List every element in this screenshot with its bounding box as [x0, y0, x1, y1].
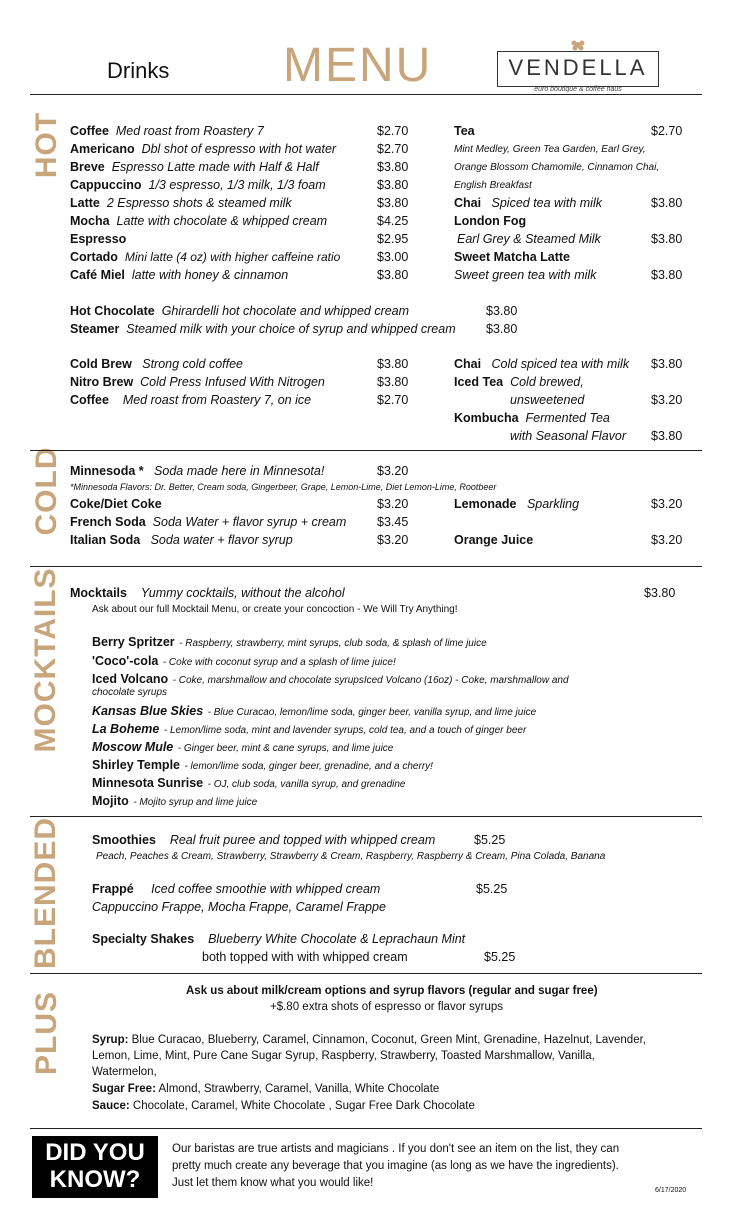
minnesoda-price: $3.20	[377, 464, 409, 478]
item-desc: Cold Press Infused With Nitrogen	[140, 375, 325, 389]
item-desc: - OJ, club soda, vanilla syrup, and grenadine	[207, 779, 406, 790]
syrup-label: Syrup:	[92, 1034, 129, 1046]
item-name: Lemonade	[454, 497, 517, 511]
item-desc: Blueberry White Chocolate & Leprachaun Mint	[208, 932, 466, 946]
london-fog-price: $3.80	[651, 232, 683, 246]
item-desc: - Raspberry, strawberry, mint syrups, club soda, & splash of lime juice	[179, 638, 487, 649]
list-item	[70, 214, 327, 228]
list-item	[92, 774, 405, 792]
coke-price: $3.20	[377, 497, 409, 511]
frappe-flavors: Cappuccino Frappe, Mocha Frappe, Caramel Frappe	[92, 900, 386, 914]
shakes-desc-2: both topped with with whipped cream	[202, 950, 408, 964]
section-label-plus: PLUS	[30, 991, 63, 1076]
list-item	[70, 357, 243, 371]
item-desc: Real fruit puree and topped with whipped cream	[169, 833, 436, 847]
minnesoda-flavors: *Minnesoda Flavors: Dr. Better, Cream soda, Gingerbeer, Grape, Lemon-Lime, Diet Lemon-Lime, Rootbeer	[70, 482, 497, 492]
item-name: Kombucha	[454, 411, 519, 425]
item-name: Steamer	[70, 322, 120, 336]
chai-price: $3.80	[651, 196, 683, 210]
item-desc: - Ginger beer, mint & cane syrups, and lime juice	[177, 743, 394, 754]
item-price: $3.00	[377, 250, 409, 264]
list-item	[70, 250, 340, 264]
item-desc: Soda Water + flavor syrup + cream	[152, 515, 347, 529]
list-item	[92, 738, 393, 756]
coke-name: Coke/Diet Coke	[70, 497, 162, 511]
item-desc: Steamed milk with your choice of syrup and whipped cream	[126, 322, 456, 336]
item-name: Hot Chocolate	[70, 304, 155, 318]
list-item	[92, 756, 433, 774]
item-desc: 1/3 espresso, 1/3 milk, 1/3 foam	[148, 178, 326, 192]
item-name: Coffee	[70, 124, 109, 138]
item-name: Americano	[70, 142, 135, 156]
divider-header	[30, 94, 702, 95]
hot-chocolate-item	[70, 304, 409, 318]
syrup-line-1	[92, 1034, 646, 1046]
london-fog-desc: Earl Grey & Steamed Milk	[457, 232, 601, 246]
item-price: $2.95	[377, 232, 409, 246]
list-item	[70, 393, 311, 407]
list-item	[70, 142, 336, 156]
item-price: $3.80	[377, 160, 409, 174]
item-desc: - Coke with coconut syrup and a splash of lime juice!	[162, 657, 396, 668]
list-item-continued: chocolate syrups	[92, 687, 168, 698]
list-item	[70, 375, 325, 389]
item-name: Espresso	[70, 232, 127, 246]
kombucha-item	[454, 411, 610, 425]
lemonade-price: $3.20	[651, 497, 683, 511]
footer-text-3: Just let them know what you would like!	[172, 1177, 374, 1189]
item-name: Kansas Blue Skies	[92, 704, 204, 718]
frappe-item	[92, 882, 380, 896]
section-label-cold: COLD	[30, 446, 63, 536]
item-name: Cortado	[70, 250, 118, 264]
item-desc: Iced coffee smoothie with whipped cream	[151, 882, 381, 896]
syrup-list: Blue Curacao, Blueberry, Caramel, Cinnamon, Coconut, Green Mint, Grenadine, Hazelnut, Lavender,	[131, 1034, 646, 1046]
footer-text-1: Our baristas are true artists and magicians . If you don't see an item on the list, they can	[172, 1143, 620, 1155]
smoothies-price: $5.25	[474, 833, 506, 847]
item-desc: 2 Espresso shots & steamed milk	[106, 196, 292, 210]
item-desc: Med roast from Roastery 7, on ice	[122, 393, 312, 407]
vendella-logo	[497, 40, 659, 92]
kombucha-price: $3.80	[651, 429, 683, 443]
list-item	[92, 652, 396, 670]
item-desc: - Lemon/lime soda, mint and lavender syrups, cold tea, and a touch of ginger beer	[163, 725, 527, 736]
item-price: $3.80	[377, 196, 409, 210]
sauce-line	[92, 1100, 475, 1112]
item-name: Iced Volcano	[92, 672, 169, 686]
orange-juice-name: Orange Juice	[454, 533, 534, 547]
item-desc: Mini latte (4 oz) with higher caffeine ratio	[124, 250, 341, 264]
orange-juice-price: $3.20	[651, 533, 683, 547]
item-name: 'Coco'-cola	[92, 654, 159, 668]
shakes-price: $5.25	[484, 950, 516, 964]
item-desc: Dbl shot of espresso with hot water	[141, 142, 337, 156]
section-label-mocktails: MOCKTAILS	[29, 567, 62, 753]
matcha-name: Sweet Matcha Latte	[454, 250, 571, 264]
mocktails-price: $3.80	[644, 586, 676, 600]
item-name: Specialty Shakes	[92, 932, 195, 946]
plus-line-1: Ask us about milk/cream options and syrup flavors (regular and sugar free)	[186, 985, 598, 997]
item-desc: Spiced tea with milk	[491, 196, 602, 210]
item-desc: Fermented Tea	[525, 411, 610, 425]
cold-chai-price: $3.80	[651, 357, 683, 371]
italian-soda-price: $3.20	[377, 533, 409, 547]
item-desc: latte with honey & cinnamon	[131, 268, 289, 282]
minnesoda-item	[70, 464, 324, 478]
shakes-item	[92, 932, 465, 946]
list-item	[70, 268, 288, 282]
tea-price: $2.70	[651, 124, 683, 138]
frappe-price: $5.25	[476, 882, 508, 896]
item-name: French Soda	[70, 515, 146, 529]
mocktails-header	[70, 586, 345, 600]
item-name: Breve	[70, 160, 105, 174]
list-item	[92, 702, 536, 720]
matcha-price: $3.80	[651, 268, 683, 282]
tea-flavors-1: Mint Medley, Green Tea Garden, Earl Grey,	[454, 144, 646, 155]
sauce-label: Sauce:	[92, 1100, 130, 1112]
item-price: $2.70	[377, 393, 409, 407]
hot-chocolate-price: $3.80	[486, 304, 518, 318]
item-desc: Ghirardelli hot chocolate and whipped cream	[161, 304, 410, 318]
item-name: Smoothies	[92, 833, 156, 847]
item-name: Coffee	[70, 393, 109, 407]
iced-tea-item	[454, 375, 584, 389]
did-you-know-line-2: KNOW?	[49, 1166, 141, 1193]
iced-tea-price: $3.20	[651, 393, 683, 407]
item-name: Shirley Temple	[92, 758, 180, 772]
item-desc: Yummy cocktails, without the alcohol	[140, 586, 345, 600]
section-label-blended: BLENDED	[29, 817, 62, 970]
item-name: Cold Brew	[70, 357, 132, 371]
divider-hot	[30, 450, 702, 451]
steamer-item	[70, 322, 456, 336]
lemonade-item	[454, 497, 579, 511]
italian-soda-item	[70, 533, 293, 547]
divider-mocktails	[30, 816, 702, 817]
item-desc: Soda made here in Minnesota!	[154, 464, 325, 478]
item-desc: Espresso Latte made with Half & Half	[111, 160, 319, 174]
list-item	[92, 633, 487, 651]
divider-cold	[30, 566, 702, 567]
item-name: Moscow Mule	[92, 740, 174, 754]
item-name: Latte	[70, 196, 100, 210]
item-name: Chai	[454, 357, 482, 371]
list-item	[92, 720, 526, 738]
item-price: $2.70	[377, 142, 409, 156]
item-desc: Strong cold coffee	[142, 357, 243, 371]
item-price: $4.25	[377, 214, 409, 228]
steamer-price: $3.80	[486, 322, 518, 336]
item-price: $3.80	[377, 178, 409, 192]
list-item	[70, 196, 292, 210]
item-price: $2.70	[377, 124, 409, 138]
list-item	[70, 232, 126, 246]
list-item	[92, 792, 257, 810]
item-name: Chai	[454, 196, 482, 210]
item-name: Frappé	[92, 882, 134, 896]
item-desc: - Blue Curacao, lemon/lime soda, ginger beer, vanilla syrup, and lime juice	[207, 707, 537, 718]
sugar-free-label: Sugar Free:	[92, 1083, 156, 1095]
item-name: Cappuccino	[70, 178, 142, 192]
drinks-heading: Drinks	[107, 58, 170, 83]
item-name: Café Miel	[70, 268, 125, 282]
logo-flower-icon	[570, 38, 586, 52]
item-desc: - lemon/lime soda, ginger beer, grenadine, and a cherry!	[184, 761, 433, 772]
menu-title: MENU	[283, 39, 433, 92]
tea-name: Tea	[454, 124, 475, 138]
chai-item	[454, 196, 602, 210]
mocktails-note: Ask about our full Mocktail Menu, or create your concoction - We Will Try Anything!	[92, 604, 458, 615]
smoothies-item	[92, 833, 435, 847]
item-desc: Soda water + flavor syrup	[150, 533, 293, 547]
brand-name: VENDELLA	[508, 55, 648, 80]
plus-line-2: +$.80 extra shots of espresso or flavor syrups	[270, 1001, 503, 1013]
item-name: Mojito	[92, 794, 129, 808]
item-name: Minnesoda *	[70, 464, 144, 478]
tea-flavors-2: Orange Blossom Chamomile, Cinnamon Chai,	[454, 162, 660, 173]
brand-tagline: euro boutique & coffee haus	[534, 86, 622, 93]
sugar-free-list: Almond, Strawberry, Caramel, Vanilla, White Chocolate	[158, 1083, 440, 1095]
london-fog-name: London Fog	[454, 214, 527, 228]
item-desc: - Mojito syrup and lime juice	[133, 797, 258, 808]
item-price: $3.80	[377, 268, 409, 282]
french-soda-item	[70, 515, 346, 529]
sauce-list: Chocolate, Caramel, White Chocolate , Sugar Free Dark Chocolate	[132, 1100, 475, 1112]
list-item	[70, 160, 319, 174]
item-name: Minnesota Sunrise	[92, 776, 204, 790]
footer-date: 6/17/2020	[655, 1187, 687, 1194]
item-name: La Boheme	[92, 722, 160, 736]
list-item	[70, 178, 326, 192]
item-desc: Latte with chocolate & whipped cream	[116, 214, 328, 228]
item-desc: Cold spiced tea with milk	[491, 357, 630, 371]
item-name: Italian Soda	[70, 533, 141, 547]
iced-tea-desc-2: unsweetened	[510, 393, 585, 407]
list-item	[92, 670, 569, 688]
divider-blended	[30, 973, 702, 974]
list-item	[70, 124, 264, 138]
sugar-free-line	[92, 1083, 439, 1095]
syrup-line-2: Lemon, Lime, Mint, Pure Cane Sugar Syrup, Raspberry, Strawberry, Toasted Marshmallow, Vanilla,	[92, 1050, 595, 1062]
french-soda-price: $3.45	[377, 515, 409, 529]
tea-flavors-3: English Breakfast	[454, 180, 532, 191]
kombucha-desc-2: with Seasonal Flavor	[510, 429, 627, 443]
smoothies-flavors: Peach, Peaches & Cream, Strawberry, Strawberry & Cream, Raspberry, Raspberry & Cream, Pina Colada, Banana	[96, 851, 606, 862]
divider-plus	[30, 1128, 702, 1129]
item-price: $3.80	[377, 357, 409, 371]
matcha-desc: Sweet green tea with milk	[454, 268, 597, 282]
footer-text-2: pretty much create any beverage that you imagine (as long as we have the ingredients).	[172, 1160, 619, 1172]
syrup-line-3: Watermelon,	[92, 1066, 157, 1078]
cold-chai-item	[454, 357, 629, 371]
item-name: Berry Spritzer	[92, 635, 175, 649]
item-desc: Med roast from Roastery 7	[115, 124, 264, 138]
item-desc: Sparkling	[526, 497, 580, 511]
item-price: $3.80	[377, 375, 409, 389]
item-name: Mocktails	[70, 586, 127, 600]
item-desc: - Coke, marshmallow and chocolate syrupsIced Volcano (16oz) - Coke, marshmallow and	[172, 675, 569, 686]
item-name: Nitro Brew	[70, 375, 134, 389]
did-you-know-line-1: DID YOU	[45, 1139, 145, 1166]
section-label-hot: HOT	[30, 111, 63, 179]
item-name: Iced Tea	[454, 375, 504, 389]
item-name: Mocha	[70, 214, 110, 228]
item-desc: Cold brewed,	[510, 375, 584, 389]
